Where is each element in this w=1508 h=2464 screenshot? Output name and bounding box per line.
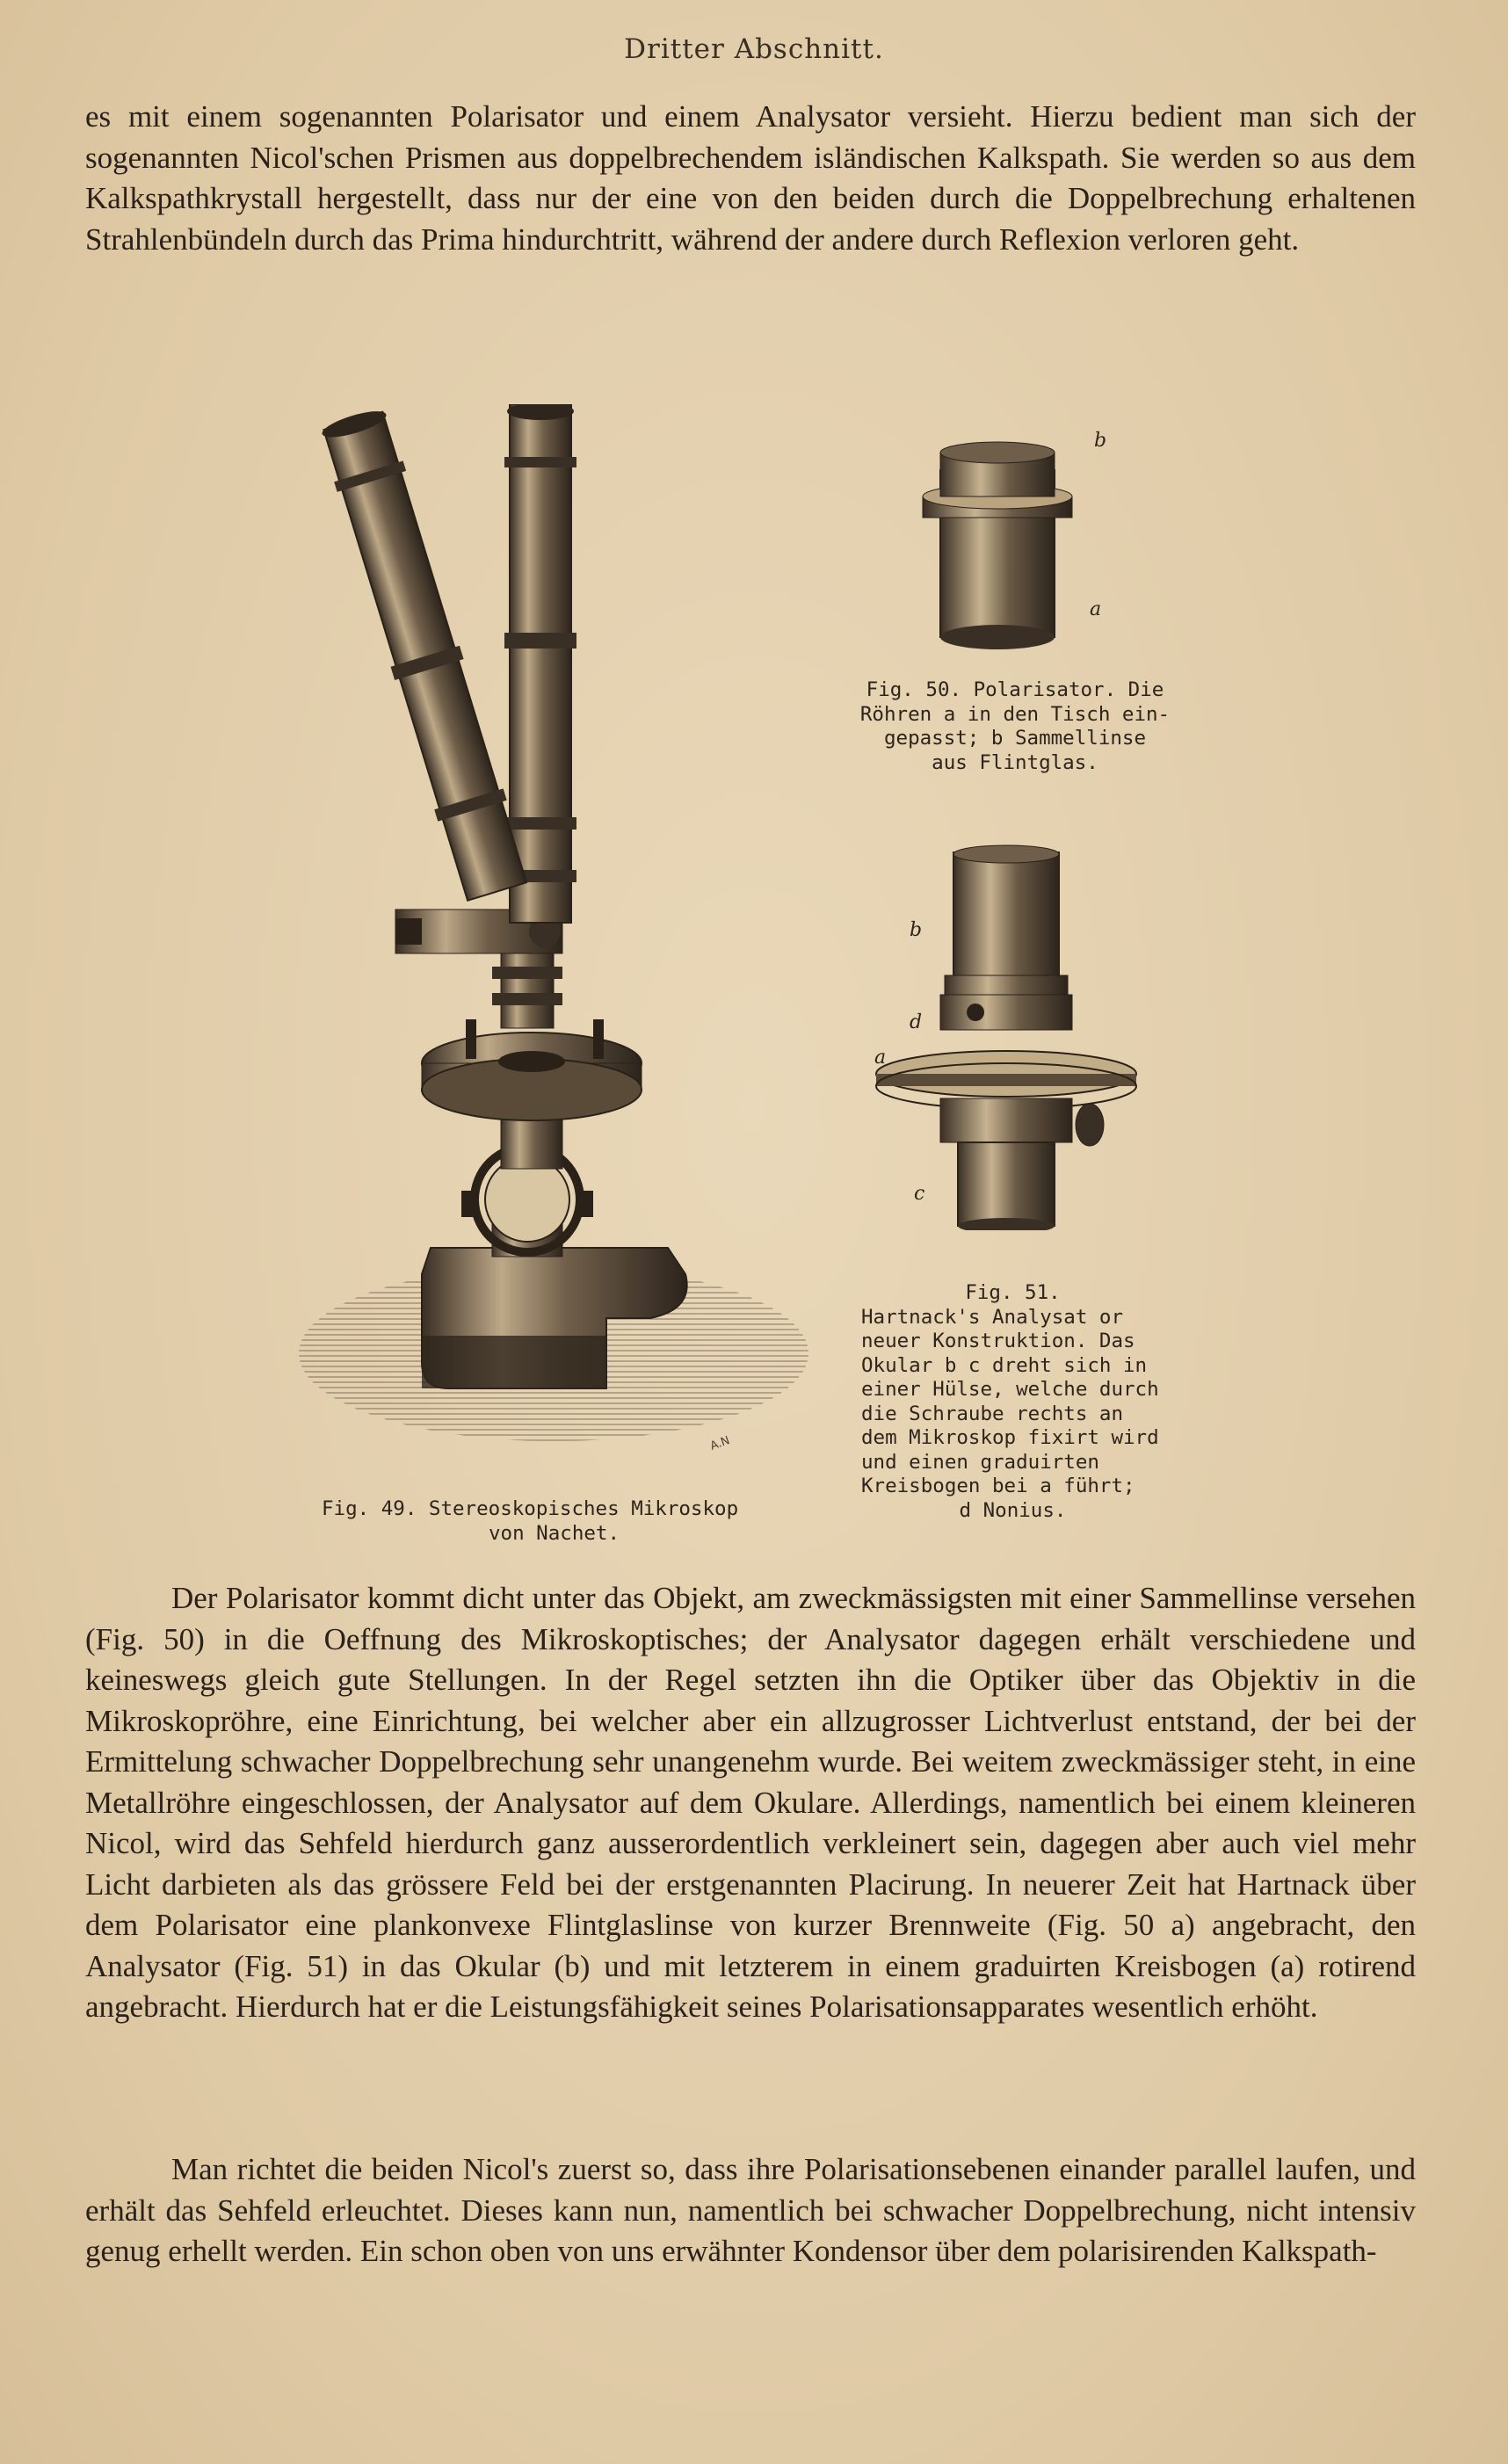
fig51-label-c: c bbox=[914, 1183, 925, 1205]
paragraph-2: Der Polarisator kommt dicht unter das Objekt, am zweckmässigsten mit einer Sammellinse versehen (Fig. 50) in die Oeffnung des Mikroskoptisches; der Analysator dagegen erhält verschiedene und keineswegs gleich gute Stellungen. In der Regel setzten ihn die Optiker über das Objektiv in die Mikroskopröhre, eine Einrichtung, bei welcher aber ein allzugrosser Lichtverlust entstand, der bei der Ermittelung schwacher Doppelbrechung sehr unangenehm wurde. Bei weitem zweckmässiger steht, in eine Metallröhre eingeschlossen, der Analysator auf dem Okulare. Allerdings, namentlich bei einem kleineren Nicol, wird das Sehfeld hierdurch ganz ausserordentlich verkleinert sein, dagegen aber auch viel mehr Licht darbieten als das grössere Feld bei der erstgenannten Placirung. In neuerer Zeit hat Hartnack über dem Polarisator eine plankonvexe Flintglaslinse von kurzer Brennweite (Fig. 50 a) angebracht, den Analysator (Fig. 51) in das Okular (b) und mit letzterem in einem graduirten Kreisbogen (a) rotirend angebracht. Hierdurch hat er die Leistungsfähigkeit seines Polarisationsapparates wesentlich erhöht. bbox=[85, 1581, 1416, 2024]
fig50-caption-line: Röhren a in den Tisch ein- bbox=[859, 702, 1171, 726]
artist-signature: A.N bbox=[708, 1433, 732, 1453]
fig51-label-b: b bbox=[910, 919, 923, 941]
fig51-caption-line: Kreisbogen bei a führt; bbox=[861, 1475, 1135, 1497]
fig51-caption-line: neuer Konstruktion. Das bbox=[861, 1330, 1135, 1352]
fig51-caption-line: Okular b c dreht sich in bbox=[861, 1353, 1148, 1377]
fig50-caption-line: gepasst; b Sammellinse bbox=[883, 727, 1146, 750]
fig50-label-a: a bbox=[1090, 598, 1102, 620]
fig49-caption-line: von Nachet. bbox=[489, 1521, 620, 1545]
fig50-caption-line: aus Flintglas. bbox=[932, 750, 1098, 774]
fig51-caption-line: Hartnack's Analysat or bbox=[861, 1305, 1124, 1329]
fig49-caption bbox=[322, 1497, 738, 1546]
fig50-label-b: b bbox=[1094, 430, 1107, 452]
stereoscopic-microscope-illustration bbox=[290, 404, 826, 1503]
straight-tube bbox=[510, 404, 571, 923]
paragraph-3: Man richtet die beiden Nicol's zuerst so, dass ihre Polarisationsebenen einander parallel laufen, und erhält das Sehfeld erleuchtet. Dieses kann nun, namentlich bei schwacher Doppelbrechung, nicht intensiv genug erhellt werden. Ein schon oben von uns erwähnter Kondensor über dem polarisirenden Kalkspath- bbox=[85, 2152, 1416, 2268]
fig49-caption-line: Fig. 49. Stereoskopisches Mikroskop bbox=[322, 1497, 739, 1520]
fig51-label-d: d bbox=[910, 1011, 923, 1033]
fig51-caption-line: einer Hülse, welche durch bbox=[861, 1378, 1159, 1401]
fig51-caption-line: die Schraube rechts an bbox=[861, 1402, 1124, 1425]
page-header: Dritter Abschnitt. bbox=[624, 33, 884, 65]
paragraph-1: es mit einem sogenannten Polarisator und einem Analysator versieht. Hierzu bedient man sich der sogenannten Nicol'schen Prismen aus doppelbrechendem isländischen Kalkspath. Sie werden so aus dem Kalkspathkrystall hergestellt, dass nur der eine von den beiden durch die Doppelbrechung erhaltenen Strahlenbündeln durch das Prima hindurchtritt, während der andere durch Reflexion verloren geht. bbox=[85, 99, 1416, 257]
fig50-caption-line: Fig. 50. Polarisator. Die bbox=[866, 678, 1164, 701]
fig51-caption bbox=[861, 1281, 1164, 1523]
hartnack-analysator-illustration bbox=[870, 844, 1160, 1230]
fig51-caption-line: Fig. 51. bbox=[965, 1281, 1061, 1304]
fig50-caption bbox=[857, 678, 1173, 775]
fig51-caption-line: d Nonius. bbox=[959, 1498, 1067, 1522]
fig51-label-a: a bbox=[874, 1047, 887, 1069]
fig51-caption-line: dem Mikroskop fixirt wird bbox=[861, 1426, 1159, 1449]
fig51-caption-line: und einen graduirten bbox=[861, 1450, 1099, 1474]
polarizer-illustration bbox=[914, 422, 1116, 650]
